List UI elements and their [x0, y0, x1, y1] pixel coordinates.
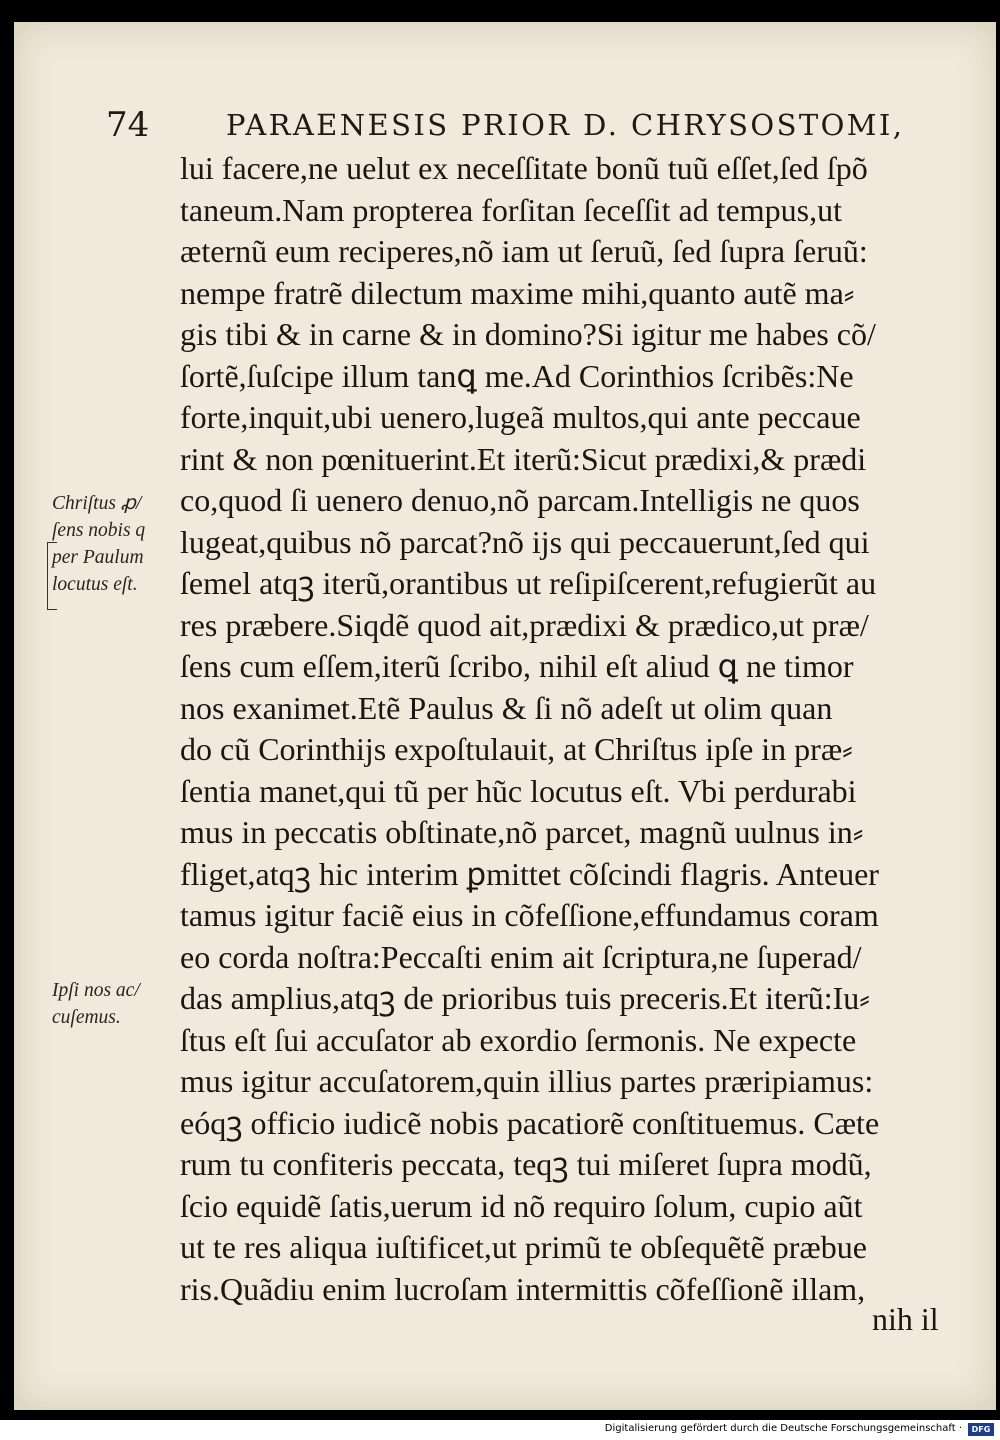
text-line: ris.Quãdiu enim lucroſam intermittis cõfeſſionẽ illam,	[180, 1270, 866, 1307]
running-title: PARAENESIS PRIOR D. CHRYSOSTOMI,	[226, 108, 905, 142]
text-line: co,quod ſi uenero denuo,nõ parcam.Intelligis ne quos	[180, 482, 860, 518]
marginal-note-line: per Paulum	[52, 547, 144, 568]
text-line: lui facere,ne uelut ex neceſſitate bonũ tuũ eſſet,ſed ſpõ	[180, 150, 868, 186]
marginal-note-accuse-ourselves	[52, 977, 140, 1031]
text-line: mus igitur accuſatorem,quin illius partes præripiamus:	[180, 1063, 874, 1099]
text-line: fliget,atqꝫ hic interim ꝑmittet cõſcindi flagris. Anteuer	[180, 855, 879, 892]
text-line: das amplius,atqꝫ de prioribus tuis preceris.Et iterũ:Iu⸗	[180, 980, 870, 1016]
text-line: do cũ Corinthijs expoſtulauit, at Chriſtus ipſe in præ⸗	[180, 731, 853, 767]
text-line: rum tu confiteris peccata, teqꝫ tui miſeret ſupra modũ,	[180, 1146, 872, 1182]
marginal-note-line: cuſemus.	[52, 1007, 121, 1028]
text-line: rint & non pœnituerint.Et iterũ:Sicut prædixi,& prædi	[180, 440, 867, 477]
text-line: gis tibi & in carne & in domino?Si igitur me habes cõ/	[180, 316, 876, 352]
marginal-bracket	[47, 542, 57, 610]
text-line: ſtus eſt ſui accuſator ab exordio ſermonis. Ne expecte	[180, 1021, 857, 1058]
text-line: lugeat,quibus nõ parcat?nõ ijs qui peccauerunt,ſed qui	[180, 523, 870, 560]
marginal-note-line: ſens nobis q	[52, 520, 146, 541]
text-line: res præbere.Siqdẽ quod ait,prædixi & prædico,ut præ/	[180, 606, 869, 643]
text-line: eo corda noſtra:Peccaſti enim ait ſcriptura,ne ſuperad/	[180, 938, 862, 975]
footer-bar	[0, 1420, 1000, 1440]
text-line: nempe fratrẽ dilectum maxime mihi,quanto autẽ ma⸗	[180, 274, 855, 311]
text-line: eóqꝫ officio iudicẽ nobis pacatiorẽ conſtituemus. Cæte	[180, 1104, 880, 1141]
marginal-note-line: Ipſi nos ac/	[52, 980, 140, 1001]
book-page	[14, 22, 996, 1410]
marginal-note-christ-present	[52, 490, 145, 598]
text-line: ut te res aliqua iuſtificet,ut primũ te obſequẽtẽ præbue	[180, 1229, 867, 1265]
dfg-logo-icon: DFG	[968, 1423, 994, 1436]
marginal-note-line: locutus eſt.	[52, 574, 138, 595]
text-line: ſortẽ,ſuſcipe illum tanꝗ me.Ad Corinthios ſcribẽs:Ne	[180, 357, 854, 394]
text-line: ſemel atqꝫ iterũ,orantibus ut reſipiſcerent,refugierũt au	[180, 565, 877, 601]
text-line: forte,inquit,ubi uenero,lugeã multos,qui ante peccaue	[180, 399, 861, 435]
text-line: taneum.Nam propterea forſitan ſeceſſit ad tempus,ut	[180, 191, 842, 228]
body-text	[180, 148, 930, 1310]
text-line: æternũ eum reciperes,nõ iam ut ſeruũ, ſed ſupra ſeruũ:	[180, 233, 868, 269]
page-number: 74	[106, 105, 150, 145]
catchword: nih il	[872, 1301, 939, 1337]
text-line: mus in peccatis obſtinate,nõ parcet, magnũ uulnus in⸗	[180, 814, 864, 850]
funding-credit: Digitalisierung gefördert durch die Deutsche Forschungsgemeinschaft ·	[604, 1423, 962, 1434]
text-line: ſentia manet,qui tũ per hũc locutus eſt. Vbi perdurabi	[180, 772, 857, 809]
text-line: tamus igitur faciẽ eius in cõfeſſione,effundamus coram	[180, 897, 879, 933]
text-line: nos exanimet.Etẽ Paulus & ſi nõ adeſt ut olim quan	[180, 689, 833, 726]
page-header	[14, 102, 996, 148]
text-line: ſens cum eſſem,iterũ ſcribo, nihil eſt aliud ꝗ ne timor	[180, 648, 854, 684]
text-line: ſcio equidẽ ſatis,uerum id nõ requiro ſolum, cupio aũt	[180, 1187, 863, 1224]
marginal-note-line: Chriſtus ꝓ/	[52, 493, 142, 514]
